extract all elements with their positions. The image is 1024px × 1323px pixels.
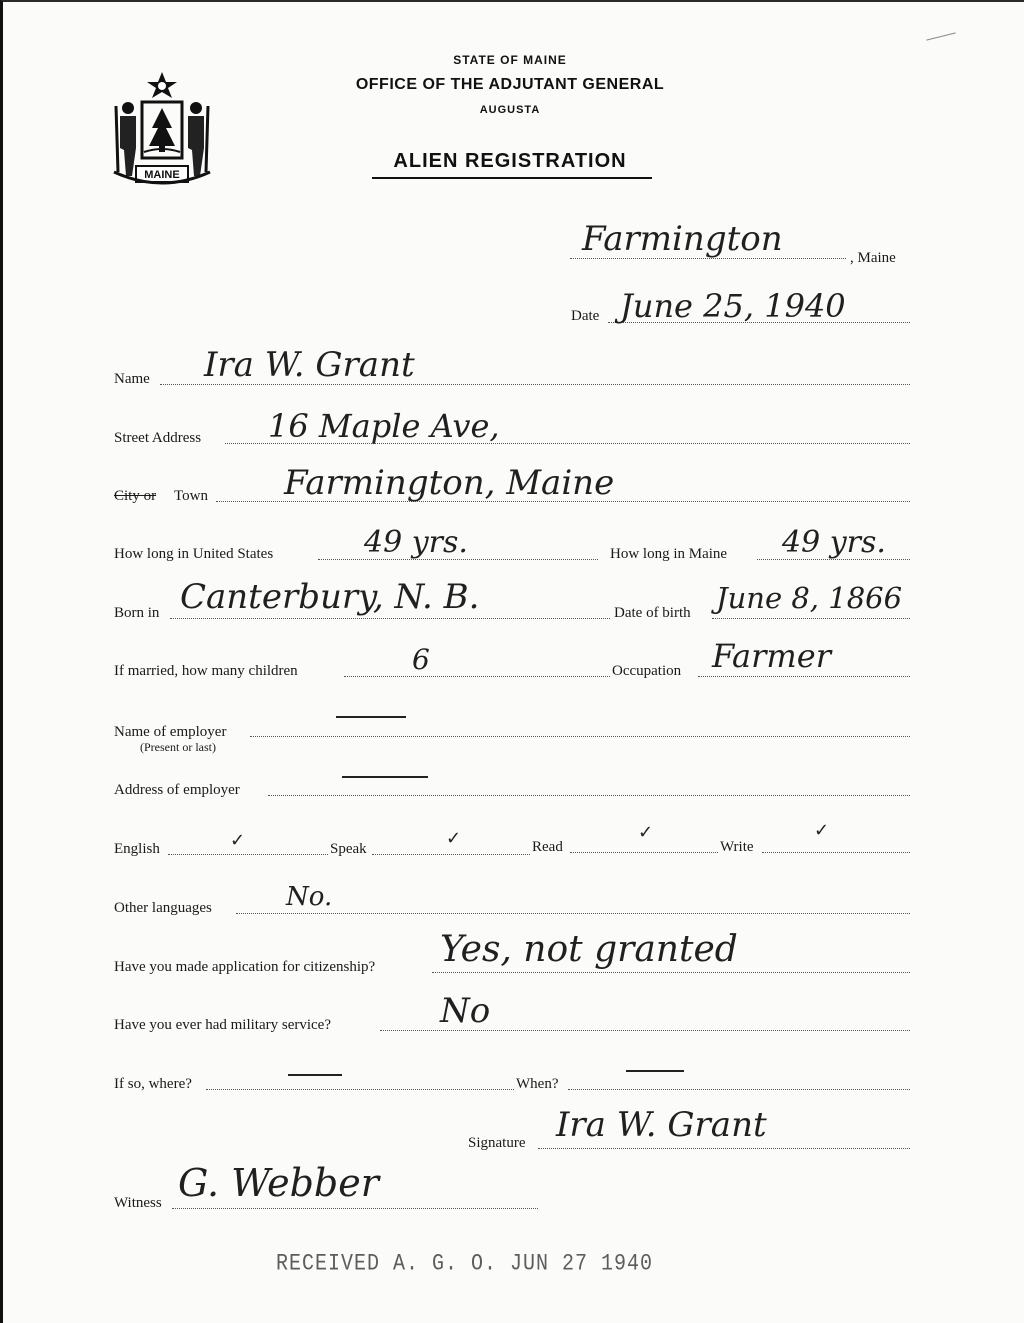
read-check-icon: ✓ [638,822,654,843]
dob-label: Date of birth [614,605,691,621]
citizenship-line [432,972,910,973]
english-check-icon: ✓ [230,830,246,851]
city-heading: AUGUSTA [479,104,541,116]
when-label: When? [516,1076,559,1092]
town-label: Town [174,488,208,504]
maine-duration-value: 49 yrs. [782,525,886,560]
employer-line [250,736,910,737]
occupation-line [698,676,910,677]
write-label: Write [720,839,754,855]
where-line [206,1089,514,1090]
street-label: Street Address [114,430,202,446]
english-label: English [114,841,160,857]
employer-label: Name of employer [114,724,227,740]
date-label: Date [571,308,600,324]
military-value: No [440,991,491,1031]
employer-dash [336,716,406,718]
title-underline [372,177,652,179]
born-value: Canterbury, N. B. [180,577,480,617]
military-label: Have you ever had military service? [114,1017,331,1033]
witness-label: Witness [114,1195,162,1211]
when-dash [626,1070,684,1072]
state-heading: STATE OF MAINE [453,53,567,67]
write-check-icon: ✓ [814,820,830,841]
other-languages-line [236,913,910,914]
speak-line [372,854,530,855]
read-line [570,852,718,853]
other-languages-label: Other languages [114,900,212,916]
witness-value: G. Webber [178,1161,379,1205]
when-line [568,1089,910,1090]
where-label: If so, where? [114,1076,192,1092]
employer-address-dash [342,776,428,778]
name-label: Name [114,371,150,387]
read-label: Read [532,839,563,855]
occupation-value: Farmer [712,637,831,675]
employer-sublabel: (Present or last) [140,740,216,754]
citizenship-value: Yes, not granted [440,929,738,970]
occupation-label: Occupation [612,663,682,679]
street-value: 16 Maple Ave, [268,407,500,445]
city-label-struck: City or [114,488,157,504]
dob-line [712,618,910,619]
town-value: Farmington, Maine [284,463,615,503]
born-label: Born in [114,605,160,621]
children-line [344,676,610,677]
received-stamp: RECEIVED A. G. O. JUN 27 1940 [276,1251,654,1278]
where-dash [288,1074,342,1076]
english-line [168,854,328,855]
born-line [170,618,610,619]
employer-address-line [268,795,910,796]
witness-line [172,1208,538,1209]
speak-label: Speak [330,841,367,857]
maine-duration-label: How long in Maine [610,546,728,562]
pencil-mark [926,32,955,40]
name-value: Ira W. Grant [204,345,415,385]
state-seal-icon [106,66,218,196]
citizenship-label: Have you made application for citizenship? [114,959,376,975]
signature-value: Ira W. Grant [556,1105,767,1145]
place-value: Farmington [582,219,783,259]
us-duration-value: 49 yrs. [364,525,468,560]
us-duration-label: How long in United States [114,546,274,562]
children-value: 6 [412,643,430,676]
maine-suffix: , Maine [850,250,896,266]
employer-address-label: Address of employer [114,782,240,798]
office-heading: OFFICE OF THE ADJUTANT GENERAL [355,76,665,93]
form-title: ALIEN REGISTRATION [393,150,627,172]
signature-line [538,1148,910,1149]
dob-value: June 8, 1866 [716,581,903,615]
speak-check-icon: ✓ [446,828,462,849]
date-value: June 25, 1940 [620,287,846,325]
other-languages-value: No. [286,882,333,912]
svg-text:MAINE: MAINE [144,169,180,181]
signature-label: Signature [468,1135,526,1151]
children-label: If married, how many children [114,663,298,679]
write-line [762,852,910,853]
